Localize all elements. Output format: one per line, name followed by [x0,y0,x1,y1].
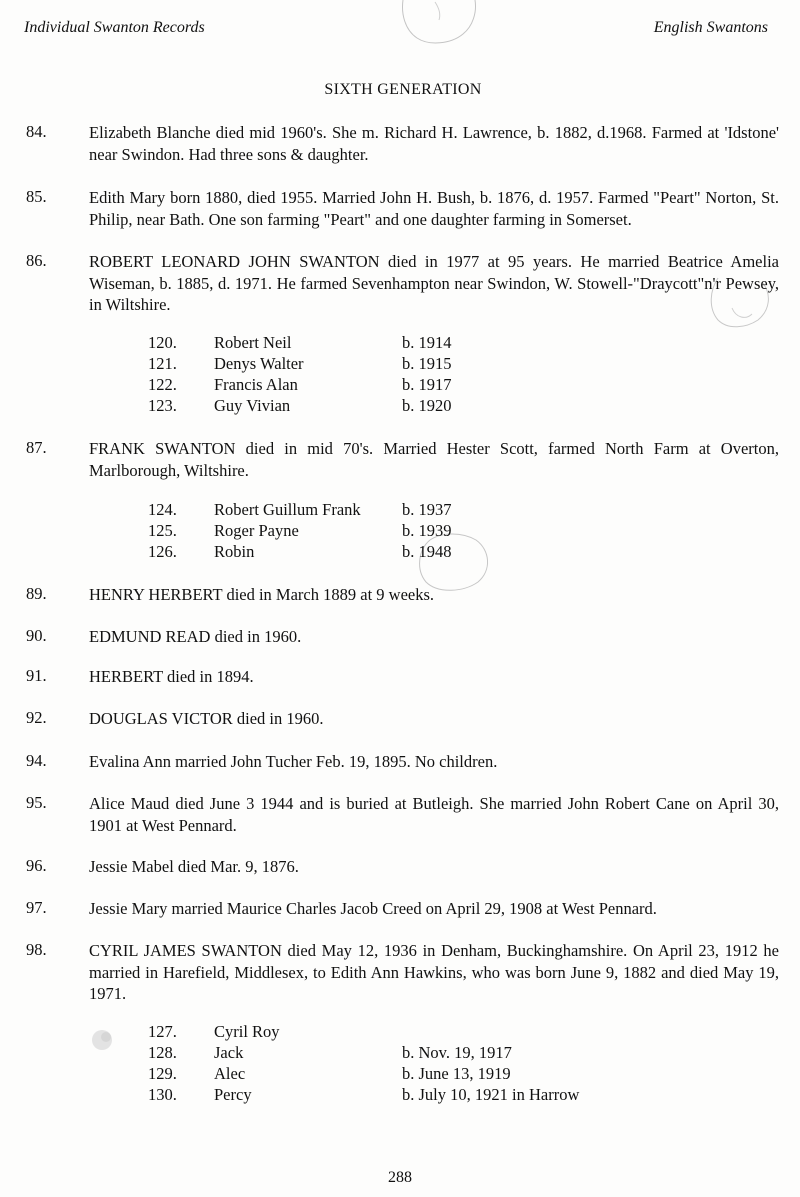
entry-text: Evalina Ann married John Tucher Feb. 19, 1895. No children. [89,752,498,771]
child-number: 121. [148,354,177,373]
child-birth: b. 1914 [402,333,452,352]
child-row [0,500,800,521]
child-name: Robert Guillum Frank [214,500,361,519]
child-number: 129. [148,1064,177,1083]
child-name: Cyril Roy [214,1022,280,1041]
child-name: Denys Walter [214,354,304,373]
entry-number: 95. [26,793,47,812]
entry-number: 90. [26,626,47,645]
child-birth: b. Nov. 19, 1917 [402,1043,512,1062]
child-row [0,375,800,396]
entry-number: 89. [26,584,47,603]
entry-text: Elizabeth Blanche died mid 1960's. She m. Richard H. Lawrence, b. 1882, d.1968. Farmed at 'Idstone' near Swindon. Had three sons & daughter. [89,123,779,164]
child-birth: b. 1920 [402,396,452,415]
child-row [0,396,800,417]
child-number: 124. [148,500,177,519]
entry-number: 96. [26,856,47,875]
child-birth: b. June 13, 1919 [402,1064,511,1083]
entry-text: Jessie Mary married Maurice Charles Jacob Creed on April 29, 1908 at West Pennard. [89,899,657,918]
header-left: Individual Swanton Records [24,19,205,36]
entry-text: HENRY HERBERT died in March 1889 at 9 weeks. [89,585,435,604]
child-name: Percy [214,1085,252,1104]
child-name: Jack [214,1043,244,1062]
child-name: Robin [214,542,255,561]
entry-number: 85. [26,187,47,206]
header-right: English Swantons [653,19,768,36]
entry-number: 86. [26,251,47,270]
paper-stain-top [395,0,485,48]
child-number: 120. [148,333,177,352]
page-number: 288 [388,1169,412,1186]
child-row [0,333,800,354]
child-row [0,354,800,375]
child-number: 125. [148,521,177,540]
child-row [0,1085,800,1106]
child-birth: b. July 10, 1921 in Harrow [402,1085,580,1104]
entry-number: 98. [26,940,47,959]
child-birth: b. 1948 [402,542,452,561]
child-name: Alec [214,1064,246,1083]
entry-text: CYRIL JAMES SWANTON died May 12, 1936 in Denham, Buckinghamshire. On April 23, 1912 he married in Harefield, Middlesex, to Edith Ann Hawkins, who was born June 9, 1882 and died May 19, 1971. [89,941,779,1003]
entry-text: ROBERT LEONARD JOHN SWANTON died in 1977 at 95 years. He married Beatrice Amelia Wiseman, b. 1885, d. 1971. He farmed Sevenhampton near Swindon, W. Stowell-"Draycott"n'r Pewsey, in Wiltshire. [89,252,779,314]
child-birth: b. 1915 [402,354,452,373]
child-row [0,521,800,542]
child-birth: b. 1939 [402,521,452,540]
entry-number: 94. [26,751,47,770]
child-row [0,542,800,563]
child-number: 130. [148,1085,177,1104]
entry-text: Jessie Mabel died Mar. 9, 1876. [89,857,299,876]
child-row [0,1022,800,1043]
entry-number: 87. [26,438,47,457]
child-number: 127. [148,1022,177,1041]
child-birth: b. 1937 [402,500,452,519]
child-row [0,1043,800,1064]
child-name: Robert Neil [214,333,292,352]
entry-text: EDMUND READ died in 1960. [89,627,302,646]
child-name: Guy Vivian [214,396,291,415]
entry-number: 91. [26,666,47,685]
entry-number: 97. [26,898,47,917]
entry-text: Alice Maud died June 3 1944 and is buried at Butleigh. She married John Robert Cane on April 30, 1901 at West Pennard. [89,794,779,835]
entry-text: HERBERT died in 1894. [89,667,254,686]
entry-number: 92. [26,708,47,727]
child-number: 128. [148,1043,177,1062]
entry-number: 84. [26,122,47,141]
child-birth: b. 1917 [402,375,452,394]
entry-text: FRANK SWANTON died in mid 70's. Married Hester Scott, farmed North Farm at Overton, Marlborough, Wiltshire. [89,439,779,480]
child-name: Roger Payne [214,521,299,540]
entry-text: DOUGLAS VICTOR died in 1960. [89,709,324,728]
entry-text: Edith Mary born 1880, died 1955. Married John H. Bush, b. 1876, d. 1957. Farmed "Peart" Norton, St. Philip, near Bath. One son farming "Peart" and one daughter farming in Somerset. [89,188,779,229]
generation-title: SIXTH GENERATION [324,81,482,98]
child-row [0,1064,800,1085]
child-number: 123. [148,396,177,415]
child-name: Francis Alan [214,375,298,394]
child-number: 126. [148,542,177,561]
child-number: 122. [148,375,177,394]
